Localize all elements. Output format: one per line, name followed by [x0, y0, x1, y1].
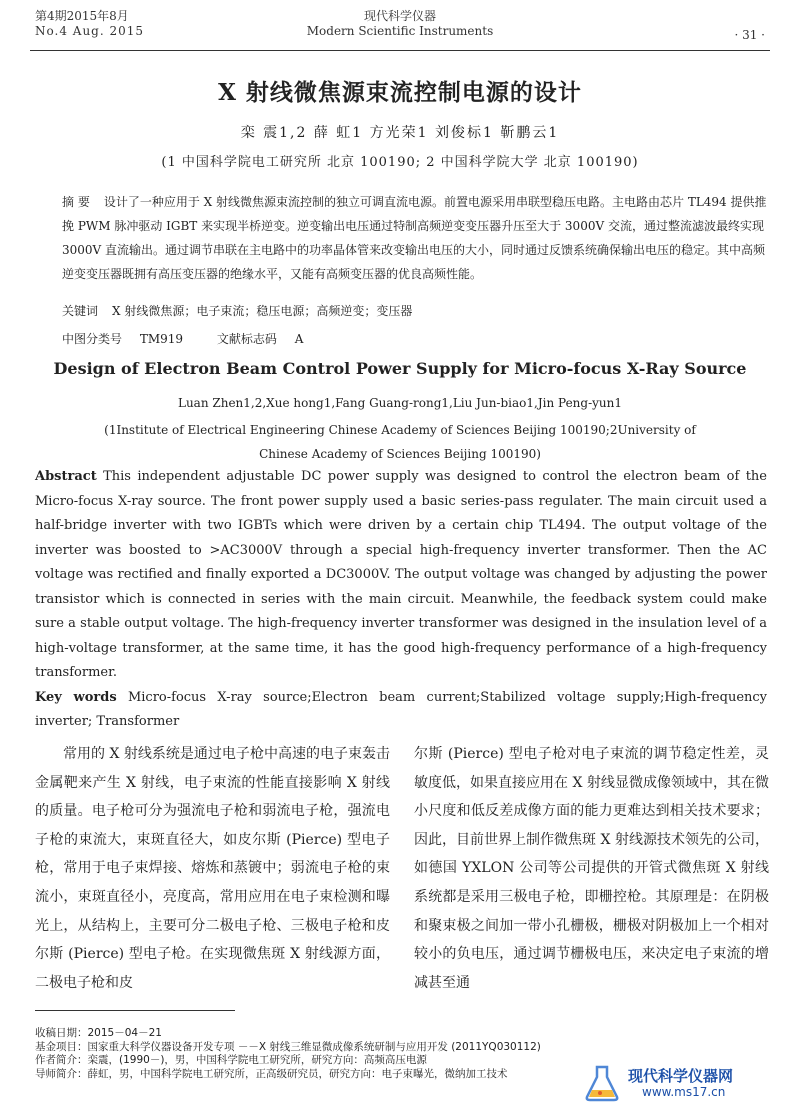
footnote-funding: 基金项目：国家重大科学仪器设备开发专项 －－X 射线三维显微成像系统研制与应用开发 (2011YQ030112)	[35, 1040, 541, 1053]
abstract-zh-text: 设计了一种应用于 X 射线微焦源束流控制的独立可调直流电源。前置电源采用串联型稳压电路。主电路由芯片 TL494 提供推挽 PWM 脉冲驱动 IGBT 来实现半桥逆变。逆变输出电压通过特制高频逆变变压器升压至大于 3000V 交流，通过整流滤波最终实现 3000V 直流输出。通过调节串联在主电路中的功率晶体管来改变输出电压的大小，同时通过反馈系统确保输出电压的稳定。其中高频逆变变压器既拥有高压变压器的绝缘水平，又能有高频变压器的优良高频性能。	[62, 195, 767, 281]
header-rule	[30, 50, 770, 51]
classification-label: 中图分类号	[62, 332, 123, 346]
doc-code-value: A	[294, 332, 304, 346]
abstract-en	[35, 465, 767, 686]
body-column-right: 尔斯 (Pierce) 型电子枪对电子束流的调节稳定性差，灵敏度低，如果直接应用在 X 射线显微成像领域中，其在微小尺度和低反差成像方面的能力更难达到相关技术要求；因此，目前世界上制作微焦斑 X 射线源技术领先的公司，如德国 YXLON 公司等公司提供的开管式微焦斑 X 射线系统都是采用三极电子枪，即栅控枪。其原理是：在阴极和聚束极之间加一带小孔栅极，栅极对阴极加上一个相对较小的负电压，通过调节栅极电压，来决定电子束流的增减甚至通	[414, 746, 769, 991]
issue-info	[35, 9, 144, 39]
flask-logo-icon	[582, 1063, 622, 1103]
keywords-en-label: Key words	[35, 690, 117, 705]
keywords-zh-text: X 射线微焦源；电子束流；稳压电源；高频逆变；变压器	[112, 304, 413, 318]
keywords-zh-label: 关键词	[62, 304, 99, 318]
classification-value: TM919	[139, 332, 184, 346]
watermark-text: 现代科学仪器网	[628, 1067, 734, 1085]
classification-line	[62, 330, 768, 347]
affiliation: (1 中国科学院电工研究所 北京 100190; 2 中国科学院大学 北京 100190)	[161, 155, 639, 170]
abstract-zh	[62, 190, 768, 286]
doc-code-label: 文献标志码	[216, 332, 277, 346]
footnote-author: 作者简介：栾震，(1990－)，男，中国科学院电工研究所，研究方向：高频高压电源	[35, 1054, 427, 1066]
footnote-rule	[35, 1010, 235, 1011]
author-list-en: Luan Zhen1,2,Xue hong1,Fang Guang-rong1,Liu Jun-biao1,Jin Peng-yun1	[177, 396, 623, 410]
affiliation-en: (1Institute of Electrical Engineering Chinese Academy of Sciences Beijing 100190;2University of Chinese Academy of Sciences Beijing 100190)	[104, 423, 696, 461]
issue-zh: 第4期2015年8月	[35, 9, 129, 23]
journal-zh: 现代科学仪器	[363, 9, 436, 23]
body-column-left: 常用的 X 射线系统是通过电子枪中高速的电子束轰击金属靶来产生 X 射线，电子束流的性能直接影响 X 射线的质量。电子枪可分为强流电子枪和弱流电子枪，强流电子枪的束流大，束斑直径大，如皮尔斯 (Pierce) 型电子枪，常用于电子束焊接、熔炼和蒸镀中；弱流电子枪的束流小，束斑直径小，亮度高，常用应用在电子束检测和曝光上，从结构上，主要可分二极电子枪、三极电子枪和皮尔斯 (Pierce) 型电子枪。在实现微焦斑 X 射线源方面，二极电子枪和皮	[35, 746, 390, 991]
paper-title-en: Design of Electron Beam Control Power Supply for Micro-focus X-Ray Source	[53, 359, 747, 378]
watermark-url: www.ms17.cn	[642, 1085, 726, 1099]
issue-en: No.4 Aug. 2015	[35, 24, 145, 38]
footnote-advisor: 导师简介：薛虹，男，中国科学院电工研究所，正高级研究员，研究方向：电子束曝光，微纳加工技术	[35, 1067, 508, 1080]
keywords-en-text: Micro-focus X-ray source;Electron beam current;Stabilized voltage supply;High-frequency inverter; Transformer	[35, 690, 768, 729]
author-list: 栾 震1,2 薛 虹1 方光荣1 刘俊标1 靳鹏云1	[240, 125, 560, 141]
journal-name	[250, 9, 550, 39]
page-number: · 31 ·	[734, 28, 765, 42]
keywords-zh	[62, 302, 768, 319]
abstract-zh-label: 摘 要	[62, 195, 90, 209]
abstract-en-text: This independent adjustable DC power supply was designed to control the electron beam of the Micro-focus X-ray source. The front power supply used a basic series-pass regulater. The main circuit used a half-bridge inverter with two IGBTs which were driven by a certain chip TL494. The output voltage of the inverter was boosted to >AC3000V through a special high-frequency inverter transformer. Then the AC voltage was rectified and finally exported a DC3000V. The output voltage was changed by adjusting the power transistor which is connected in series with the main circuit. Meanwhile, the feedback system could make sure a stable output voltage. The high-frequency inverter transformer was designed in the insulation level of a high-voltage transformer, at the same time, it has the good high-frequency performance of a high-frequency transformer.	[35, 469, 767, 680]
keywords-en	[35, 686, 767, 734]
footnote-received: 收稿日期：2015－04－21	[35, 1027, 162, 1039]
site-watermark	[582, 1063, 782, 1103]
journal-en: Modern Scientific Instruments	[306, 24, 494, 38]
paper-title: X 射线微焦源束流控制电源的设计	[218, 79, 582, 106]
abstract-en-label: Abstract	[35, 469, 97, 484]
